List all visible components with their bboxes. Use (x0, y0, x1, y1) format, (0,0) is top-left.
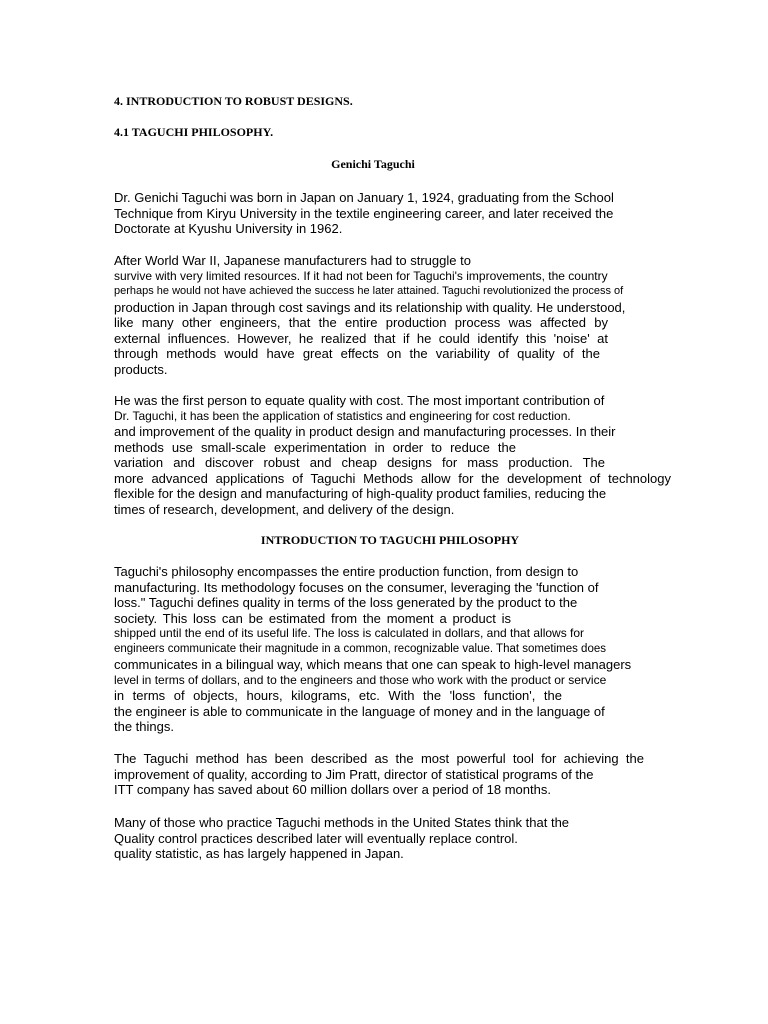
text-line: After World War II, Japanese manufacturers had to struggle to (114, 253, 471, 268)
text-line: improvement of quality, according to Jim Pratt, director of statistical programs of the (114, 766, 594, 782)
text-line: He was the first person to equate quality with cost. The most important contribution of (114, 393, 605, 408)
text-line: shipped until the end of its useful life. The loss is calculated in dollars, and that allows for (114, 626, 585, 640)
paragraph-philosophy (114, 564, 671, 735)
text-line: products. (114, 361, 168, 377)
text-line: and improvement of the quality in product design and manufacturing processes. In their (114, 424, 616, 439)
paragraph-practice (114, 815, 594, 862)
text-line: times of research, development, and delivery of the design. (114, 501, 455, 517)
paragraph-biography (114, 190, 646, 237)
paragraph-contribution (114, 393, 671, 517)
text-line: ITT company has saved about 60 million dollars over a period of 18 months. (114, 782, 551, 797)
text-line: Dr. Taguchi, it has been the application of statistics and engineering for cost reduction. (114, 408, 571, 423)
text-line: through methods would have great effects on the variability of quality of the (114, 346, 600, 361)
text-line: level in terms of dollars, and to the engineers and those who work with the product or service (114, 672, 607, 687)
text-line: production in Japan through cost savings and its relationship with quality. He understood, (114, 299, 626, 315)
text-line: survive with very limited resources. If it had not been for Taguchi's improvements, the country (114, 268, 608, 283)
text-line: methods use small-scale experimentation in order to reduce the (114, 439, 516, 455)
text-line: Doctorate at Kyushu University in 1962. (114, 221, 343, 236)
text-line: The Taguchi method has been described as the most powerful tool for achieving the (114, 751, 644, 766)
text-line: the things. (114, 719, 174, 734)
text-line: like many other engineers, that the entire production process was affected by (114, 315, 608, 330)
text-line: loss." Taguchi defines quality in terms of the loss generated by the product to the (114, 595, 578, 610)
intro-heading: INTRODUCTION TO TAGUCHI PHILOSOPHY (260, 533, 520, 547)
text-line: external influences. However, he realized that if he could identify this 'noise' at (114, 330, 608, 346)
text-line: Many of those who practice Taguchi methods in the United States think that the (114, 815, 570, 830)
section-heading: 4. INTRODUCTION TO ROBUST DESIGNS. (114, 94, 353, 108)
text-line: Quality control practices described later will eventually replace control. (114, 830, 518, 846)
text-line: communicates in a bilingual way, which means that one can speak to high-level managers (114, 657, 632, 672)
subsection-heading: 4.1 TAGUCHI PHILOSOPHY. (114, 125, 274, 139)
text-line: more advanced applications of Taguchi Methods allow for the development of technology (114, 470, 671, 486)
name-heading: Genichi Taguchi (331, 157, 415, 171)
paragraph-postwar (114, 253, 650, 377)
text-line: in terms of objects, hours, kilograms, etc. With the 'loss function', the (114, 688, 562, 703)
text-line: flexible for the design and manufacturing of high-quality product families, reducing the (114, 486, 607, 501)
text-line: variation and discover robust and cheap designs for mass production. The (114, 455, 605, 470)
text-line: the engineer is able to communicate in the language of money and in the language of (114, 703, 605, 719)
text-line: perhaps he would not have achieved the success he later attained. Taguchi revolutionized the process of (114, 285, 624, 297)
paragraph-method (114, 751, 644, 798)
text-line: manufacturing. Its methodology focuses on the consumer, leveraging the 'function of (114, 579, 599, 595)
text-line: engineers communicate their magnitude in a common, recognizable value. That sometimes does (114, 642, 606, 655)
text-line: Taguchi's philosophy encompasses the entire production function, from design to (114, 564, 579, 579)
text-line: quality statistic, as has largely happened in Japan. (114, 846, 404, 861)
text-line: society. This loss can be estimated from the moment a product is (114, 610, 511, 626)
text-line: Technique from Kiryu University in the textile engineering career, and later received the (114, 205, 614, 221)
text-line: Dr. Genichi Taguchi was born in Japan on January 1, 1924, graduating from the School (114, 190, 614, 205)
